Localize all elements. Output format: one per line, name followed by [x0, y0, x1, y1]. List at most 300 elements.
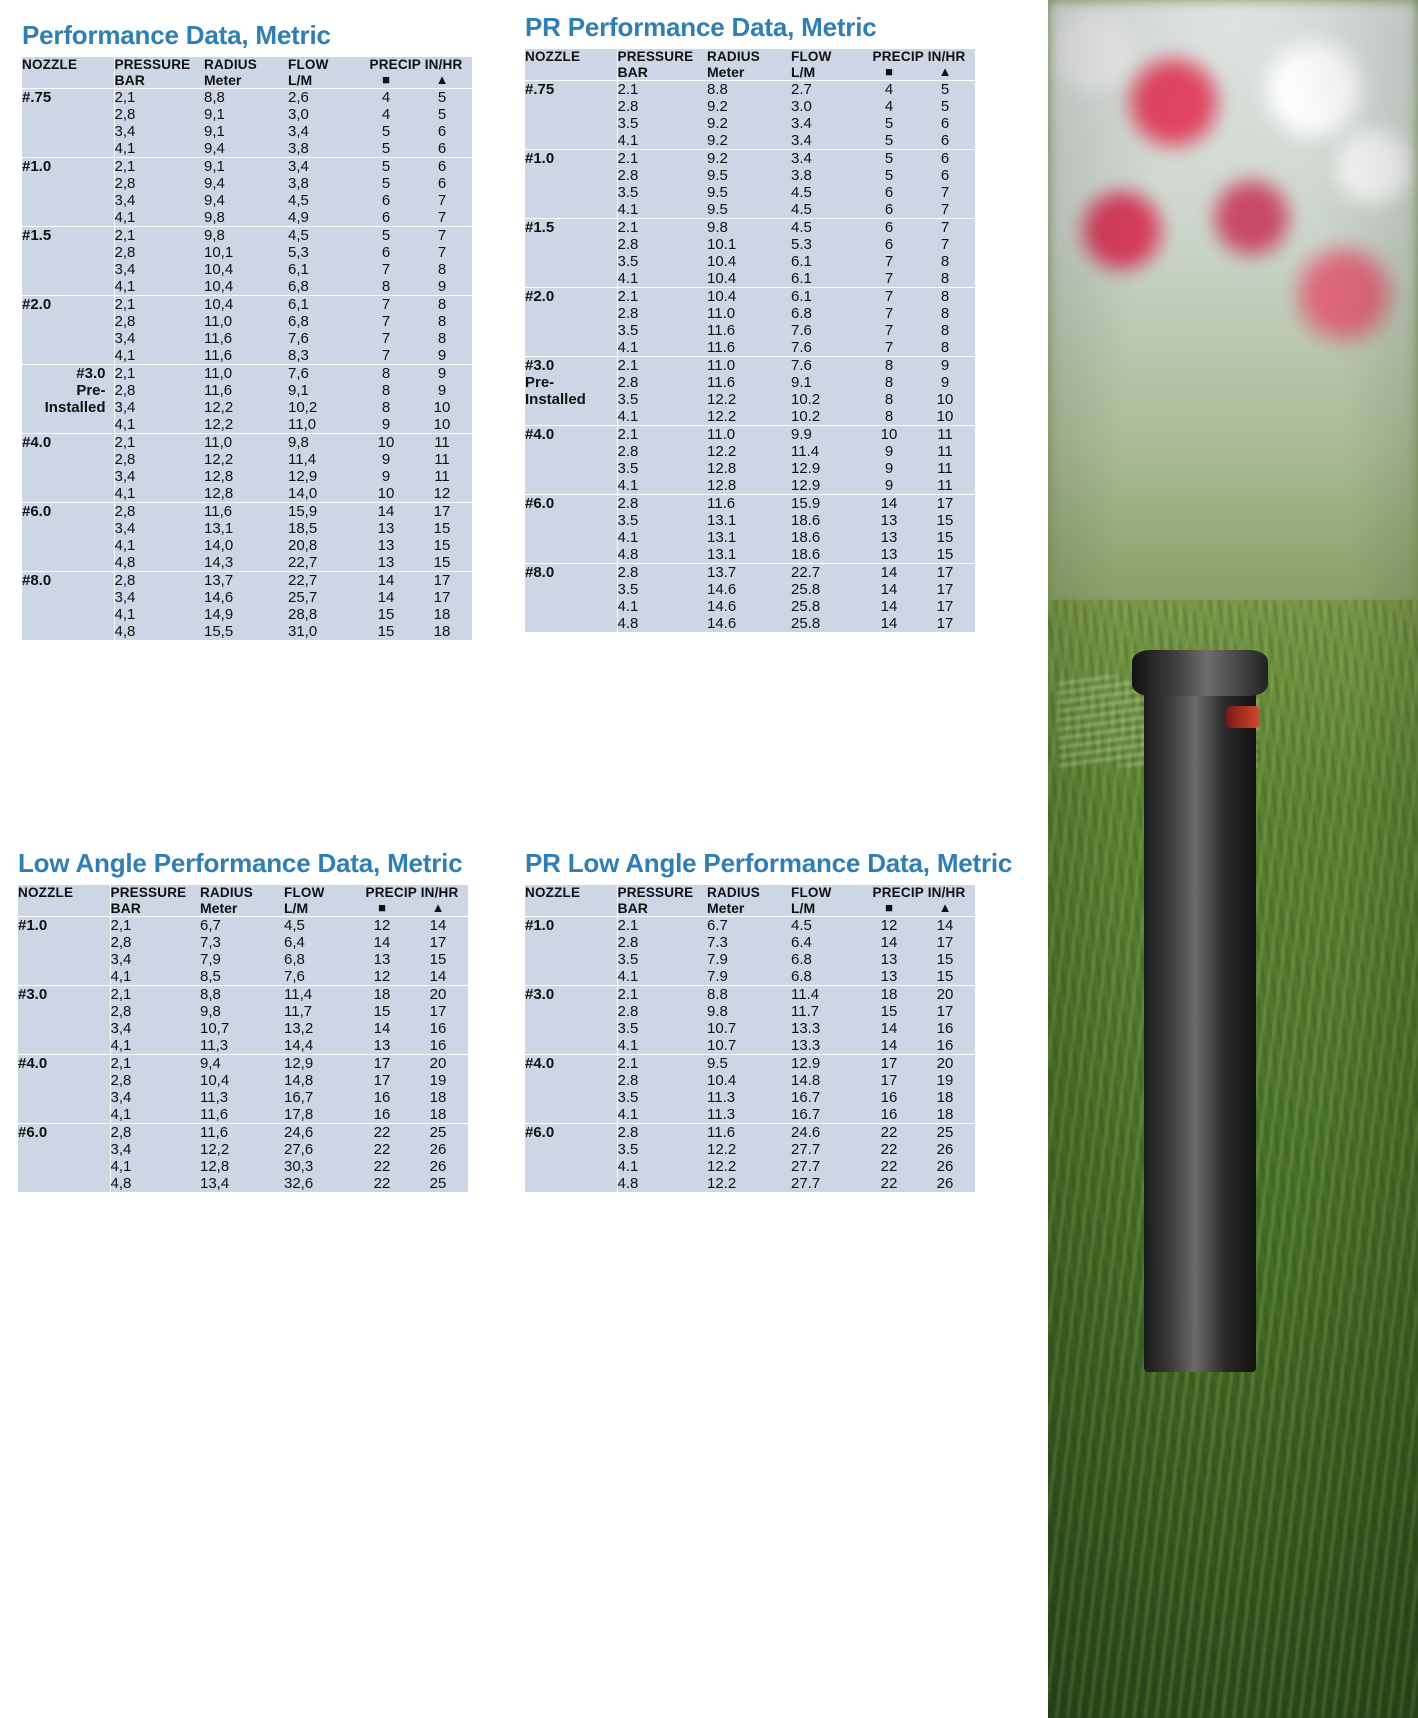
radius-cell: 9.2	[707, 98, 728, 115]
pressure-cell: 3.5	[617, 581, 707, 598]
precip-triangle-cell: 6	[940, 115, 950, 132]
flow-cell: 6.1	[791, 253, 812, 270]
nozzle-cell	[22, 520, 114, 537]
pressure-cell: 2,8	[114, 313, 204, 330]
pressure-cell: 2,8	[114, 175, 204, 192]
flow-cell: 25.8	[791, 598, 821, 615]
precip-square-cell: 13	[373, 1037, 391, 1054]
flow-cell: 4,5	[288, 192, 309, 209]
pressure-cell: 2,8	[110, 934, 200, 951]
precip-square-icon: ■	[863, 900, 915, 917]
flow-cell: 16,7	[284, 1089, 314, 1106]
pressure-cell: 2,1	[114, 296, 204, 314]
radius-cell: 9,1	[204, 158, 288, 176]
pressure-cell: 4,1	[110, 1037, 200, 1055]
nozzle-cell: #6.0	[18, 1124, 110, 1142]
nozzle-cell	[525, 201, 617, 219]
precip-triangle-cell: 8	[940, 270, 950, 287]
nozzle-cell: #6.0	[525, 495, 617, 513]
precip-square-cell: 8	[884, 408, 894, 425]
precip-square-cell: 8	[884, 391, 894, 408]
table-row	[18, 934, 468, 951]
nozzle-cell: #8.0	[525, 564, 617, 582]
table-header-units-row	[525, 900, 975, 917]
precip-triangle-cell: 8	[437, 313, 447, 330]
nozzle-cell	[22, 451, 114, 468]
nozzle-cell	[18, 1175, 110, 1193]
precip-square-cell: 9	[381, 451, 391, 468]
precip-square-cell: 5	[360, 158, 412, 176]
precip-square-cell: 15	[377, 606, 395, 623]
precip-triangle-cell: 17	[936, 581, 954, 598]
precip-square-cell: 13	[373, 951, 391, 968]
flow-cell: 4,9	[288, 209, 309, 226]
pressure-cell: 4.1	[617, 529, 707, 546]
nozzle-cell	[525, 951, 617, 968]
radius-cell: 13,1	[204, 520, 234, 537]
col-radius: RADIUS	[707, 49, 760, 64]
precip-square-cell: 4	[360, 89, 412, 107]
pressure-cell: 4,1	[114, 485, 204, 503]
precip-triangle-cell: 9	[437, 347, 447, 364]
pressure-cell: 3.5	[617, 253, 707, 270]
radius-cell: 10,4	[204, 278, 234, 295]
radius-cell: 8.8	[707, 81, 791, 99]
radius-cell: 9,4	[204, 192, 225, 209]
radius-cell: 12,8	[204, 485, 234, 502]
flow-cell: 14,8	[284, 1072, 314, 1089]
flow-cell: 3.4	[791, 132, 812, 149]
pressure-cell: 4,1	[114, 278, 204, 296]
precip-triangle-cell: 26	[429, 1141, 447, 1158]
flow-cell: 18.6	[791, 546, 821, 563]
precip-square-cell: 5	[884, 132, 894, 149]
table-row	[22, 503, 472, 521]
radius-cell: 10.1	[707, 236, 737, 253]
flow-cell: 28,8	[288, 606, 318, 623]
precip-square-cell: 13	[880, 529, 898, 546]
table-row	[22, 434, 472, 452]
table-row	[22, 89, 472, 107]
pressure-cell: 2.8	[617, 934, 707, 951]
nozzle-cell	[18, 1089, 110, 1106]
radius-cell: 11,6	[204, 382, 233, 399]
table-row	[525, 495, 975, 513]
pressure-cell: 2.1	[617, 288, 707, 306]
precip-triangle-icon: ▲	[915, 900, 975, 917]
nozzle-cell	[18, 968, 110, 986]
table-row	[525, 1020, 975, 1037]
radius-cell: 7.9	[707, 951, 728, 968]
pressure-cell: 4.8	[617, 546, 707, 564]
flow-cell: 7,6	[284, 968, 305, 985]
nozzle-cell	[525, 1175, 617, 1193]
pressure-cell: 4.1	[617, 270, 707, 288]
pressure-cell: 2.1	[617, 986, 707, 1004]
table-row	[22, 140, 472, 158]
precip-triangle-cell: 15	[936, 968, 954, 985]
flow-cell: 31,0	[288, 623, 360, 641]
precip-triangle-cell: 11	[412, 434, 472, 452]
precip-square-cell: 7	[381, 330, 391, 347]
nozzle-cell	[525, 115, 617, 132]
precip-triangle-cell: 9	[437, 278, 447, 295]
nozzle-cell	[22, 554, 114, 572]
flow-cell: 12.9	[791, 460, 821, 477]
table-row	[525, 1072, 975, 1089]
nozzle-cell	[22, 468, 114, 485]
radius-cell: 7,3	[200, 934, 221, 951]
table-row	[525, 581, 975, 598]
flow-cell: 24.6	[791, 1124, 863, 1142]
table-row	[525, 1141, 975, 1158]
nozzle-cell: Pre-	[525, 374, 555, 391]
precip-square-cell: 5	[884, 115, 894, 132]
precip-triangle-cell: 8	[437, 330, 447, 347]
precip-square-cell: 8	[884, 374, 894, 391]
table-row	[525, 615, 975, 633]
performance-table	[22, 57, 472, 641]
precip-triangle-cell: 17	[429, 1003, 447, 1020]
flow-cell: 24,6	[284, 1124, 356, 1142]
precip-triangle-cell: 20	[915, 986, 975, 1004]
col-nozzle-unit	[22, 72, 114, 89]
flow-cell: 4,5	[284, 917, 356, 935]
radius-cell: 11.6	[707, 1124, 791, 1142]
radius-cell: 11,3	[200, 1089, 229, 1106]
precip-triangle-cell: 14	[408, 917, 468, 935]
nozzle-cell	[525, 1037, 617, 1055]
col-nozzle-unit	[525, 64, 617, 81]
radius-cell: 9.2	[707, 150, 791, 168]
pressure-cell: 3,4	[110, 1089, 200, 1106]
pressure-cell: 3.5	[617, 1020, 707, 1037]
table-row	[525, 1158, 975, 1175]
table-row	[525, 968, 975, 986]
pressure-cell: 3,4	[114, 192, 204, 209]
precip-square-cell: 14	[880, 934, 898, 951]
col-pressure-unit: BAR	[110, 900, 200, 917]
flow-cell: 6.8	[791, 968, 812, 985]
table-row	[525, 917, 975, 935]
radius-cell: 10,4	[204, 261, 234, 278]
table-header-units-row	[22, 72, 472, 89]
nozzle-cell: #6.0	[525, 1124, 617, 1142]
table-header-row	[525, 885, 975, 900]
radius-cell: 12.2	[707, 1158, 737, 1175]
precip-square-cell: 12	[863, 917, 915, 935]
pressure-cell: 3,4	[110, 1141, 200, 1158]
table-row	[525, 1055, 975, 1073]
nozzle-cell	[18, 1141, 110, 1158]
precip-triangle-cell: 7	[412, 227, 472, 245]
precip-square-cell: 14	[360, 503, 412, 521]
precip-triangle-cell: 17	[936, 1003, 954, 1020]
col-pressure-unit: BAR	[617, 900, 707, 917]
nozzle-cell: #1.5	[22, 227, 114, 245]
nozzle-cell: #6.0	[22, 503, 114, 521]
flow-cell: 11.4	[791, 443, 820, 460]
flow-cell: 14.8	[791, 1072, 821, 1089]
precip-square-cell: 8	[381, 382, 391, 399]
nozzle-cell	[525, 529, 617, 546]
pressure-cell: 2,8	[110, 1124, 200, 1142]
nozzle-cell	[22, 313, 114, 330]
flow-cell: 6,4	[284, 934, 305, 951]
pressure-cell: 2.8	[617, 1003, 707, 1020]
precip-square-cell: 14	[880, 598, 898, 615]
radius-cell: 10,1	[204, 244, 234, 261]
radius-cell: 11.0	[707, 305, 736, 322]
precip-square-cell: 22	[373, 1141, 391, 1158]
precip-square-cell: 15	[373, 1003, 391, 1020]
flow-cell: 27.7	[791, 1158, 821, 1175]
flow-cell: 27,6	[284, 1141, 314, 1158]
table-block-low-angle-metric	[18, 848, 468, 1193]
nozzle-cell: #3.0	[525, 986, 617, 1004]
precip-triangle-cell: 7	[940, 201, 950, 218]
precip-triangle-icon: ▲	[412, 72, 472, 89]
radius-cell: 8.8	[707, 986, 791, 1004]
flow-cell: 12,9	[284, 1055, 356, 1073]
col-radius-unit: Meter	[204, 72, 288, 89]
precip-triangle-cell: 8	[940, 339, 950, 356]
precip-square-cell: 8	[360, 365, 412, 383]
col-pressure: PRESSURE	[617, 885, 707, 900]
radius-cell: 9,1	[204, 123, 225, 140]
table-row	[22, 261, 472, 278]
precip-triangle-cell: 25	[408, 1124, 468, 1142]
nozzle-cell	[525, 598, 617, 615]
precip-triangle-cell: 11	[915, 426, 975, 444]
precip-square-cell: 9	[884, 443, 894, 460]
precip-square-cell: 6	[884, 184, 894, 201]
radius-cell: 9.8	[707, 1003, 728, 1020]
precip-triangle-cell: 7	[915, 219, 975, 237]
precip-triangle-cell: 15	[936, 951, 954, 968]
nozzle-cell	[525, 477, 617, 495]
nozzle-cell	[22, 209, 114, 227]
precip-triangle-cell: 18	[936, 1106, 954, 1123]
precip-square-cell: 22	[880, 1158, 898, 1175]
pressure-cell: 2,8	[114, 382, 204, 399]
precip-triangle-cell: 5	[412, 89, 472, 107]
pressure-cell: 4.1	[617, 408, 707, 426]
table-row	[22, 468, 472, 485]
pressure-cell: 3.5	[617, 115, 707, 132]
precip-triangle-cell: 25	[408, 1175, 468, 1193]
nozzle-cell	[525, 305, 617, 322]
col-nozzle-unit	[525, 900, 617, 917]
col-flow: FLOW	[284, 885, 325, 900]
nozzle-cell	[525, 968, 617, 986]
table-row	[22, 347, 472, 365]
nozzle-cell	[22, 537, 114, 554]
pressure-cell: 3,4	[114, 123, 204, 140]
precip-triangle-cell: 7	[437, 209, 447, 226]
precip-triangle-cell: 10	[433, 416, 451, 433]
flow-cell: 6.1	[791, 288, 863, 306]
nozzle-cell	[22, 106, 114, 123]
precip-square-cell: 6	[884, 201, 894, 218]
precip-triangle-cell: 20	[915, 1055, 975, 1073]
table-title: Low Angle Performance Data, Metric	[18, 848, 463, 878]
radius-cell: 13.7	[707, 564, 791, 582]
radius-cell: 11,0	[204, 434, 288, 452]
radius-cell: 11.6	[707, 339, 736, 356]
precip-triangle-cell: 18	[936, 1089, 954, 1106]
precip-triangle-cell: 6	[915, 150, 975, 168]
radius-cell: 8,5	[200, 968, 221, 985]
precip-triangle-cell: 15	[936, 512, 954, 529]
col-precip: PRECIP IN/HR	[365, 885, 459, 900]
nozzle-cell	[18, 1037, 110, 1055]
flow-cell: 5,3	[288, 244, 309, 261]
precip-square-cell: 7	[884, 322, 894, 339]
pressure-cell: 2,8	[114, 503, 204, 521]
precip-square-icon: ■	[356, 900, 408, 917]
col-precip: PRECIP IN/HR	[872, 885, 966, 900]
flow-cell: 11,7	[284, 1003, 313, 1020]
pressure-cell: 3,4	[114, 330, 204, 347]
flow-cell: 25.8	[791, 581, 821, 598]
precip-triangle-cell: 8	[940, 253, 950, 270]
table-row	[18, 1037, 468, 1055]
precip-triangle-cell: 16	[429, 1037, 447, 1054]
nozzle-cell	[22, 140, 114, 158]
pressure-cell: 4,8	[110, 1175, 200, 1193]
table-row	[18, 1175, 468, 1193]
table-row	[22, 554, 472, 572]
flow-cell: 7,6	[288, 330, 309, 347]
precip-triangle-cell: 5	[915, 81, 975, 99]
flow-cell: 12.9	[791, 477, 821, 494]
nozzle-cell: Installed	[44, 399, 106, 416]
precip-square-cell: 7	[381, 347, 391, 364]
table-row	[22, 623, 472, 641]
flow-cell: 8,3	[288, 347, 309, 364]
pressure-cell: 3.5	[617, 951, 707, 968]
pressure-cell: 2,1	[114, 365, 204, 383]
precip-square-cell: 4	[884, 98, 894, 115]
col-flow: FLOW	[791, 885, 832, 900]
radius-cell: 7.9	[707, 968, 728, 985]
radius-cell: 12.2	[707, 1141, 737, 1158]
table-row	[22, 606, 472, 623]
nozzle-cell	[18, 1158, 110, 1175]
nozzle-cell	[525, 167, 617, 184]
table-title: Performance Data, Metric	[22, 20, 331, 50]
radius-cell: 10.7	[707, 1020, 737, 1037]
radius-cell: 11,6	[200, 1124, 284, 1142]
table-row	[18, 1158, 468, 1175]
radius-cell: 8,8	[204, 89, 288, 107]
pressure-cell: 2,8	[114, 244, 204, 261]
table-row	[525, 132, 975, 150]
table-row	[525, 374, 975, 391]
nozzle-cell: #.75	[22, 89, 114, 107]
radius-cell: 9.8	[707, 219, 791, 237]
radius-cell: 14.6	[707, 615, 791, 633]
flow-cell: 11.4	[791, 986, 863, 1004]
precip-square-cell: 14	[880, 1020, 898, 1037]
nozzle-cell	[525, 98, 617, 115]
flow-cell: 13.3	[791, 1020, 821, 1037]
nozzle-cell: #4.0	[22, 434, 114, 452]
precip-triangle-cell: 9	[940, 374, 950, 391]
flow-cell: 15,9	[288, 503, 360, 521]
nozzle-cell	[525, 1106, 617, 1124]
table-row	[18, 1106, 468, 1124]
pressure-cell: 3.5	[617, 1141, 707, 1158]
flow-cell: 22,7	[288, 554, 318, 571]
table-row	[18, 1141, 468, 1158]
precip-triangle-cell: 7	[437, 244, 447, 261]
precip-square-cell: 5	[863, 150, 915, 168]
flow-cell: 27.7	[791, 1175, 863, 1193]
precip-square-cell: 14	[360, 572, 412, 590]
table-block-pr-performance-metric	[525, 12, 975, 633]
precip-square-cell: 5	[381, 123, 391, 140]
flow-cell: 18,5	[288, 520, 318, 537]
col-pressure-unit: BAR	[114, 72, 204, 89]
col-radius: RADIUS	[200, 885, 253, 900]
pressure-cell: 2.8	[617, 443, 707, 460]
flow-cell: 3.8	[791, 167, 812, 184]
precip-triangle-cell: 7	[940, 184, 950, 201]
radius-cell: 13.1	[707, 546, 737, 563]
pressure-cell: 4.8	[617, 1175, 707, 1193]
precip-triangle-cell: 15	[433, 554, 451, 571]
radius-cell: 13,4	[200, 1175, 284, 1193]
radius-cell: 10,4	[204, 296, 288, 314]
table-row	[525, 529, 975, 546]
table-row	[525, 288, 975, 306]
flow-cell: 25,7	[288, 589, 318, 606]
col-nozzle: NOZZLE	[525, 49, 581, 64]
table-row	[22, 382, 472, 399]
nozzle-cell	[22, 261, 114, 278]
precip-triangle-cell: 7	[940, 236, 950, 253]
table-row	[525, 81, 975, 99]
table-row	[525, 357, 975, 375]
table-row	[525, 322, 975, 339]
flow-cell: 7.6	[791, 339, 812, 356]
radius-cell: 11,0	[204, 365, 288, 383]
table-row	[525, 305, 975, 322]
nozzle-cell	[525, 236, 617, 253]
precip-triangle-cell: 6	[940, 167, 950, 184]
table-row	[525, 339, 975, 357]
table-row	[22, 227, 472, 245]
pressure-cell: 2,8	[114, 106, 204, 123]
table-row	[18, 917, 468, 935]
flow-cell: 3.4	[791, 115, 812, 132]
radius-cell: 10.4	[707, 288, 791, 306]
radius-cell: 12,2	[204, 451, 234, 468]
radius-cell: 7.3	[707, 934, 728, 951]
precip-square-cell: 10	[360, 434, 412, 452]
precip-triangle-cell: 11	[434, 451, 450, 468]
precip-square-cell: 7	[884, 305, 894, 322]
precip-square-cell: 7	[884, 339, 894, 356]
precip-square-cell: 13	[880, 968, 898, 985]
flow-cell: 12,9	[288, 468, 318, 485]
radius-cell: 12.2	[707, 443, 737, 460]
flow-cell: 3,8	[288, 175, 309, 192]
table-row	[525, 477, 975, 495]
pressure-cell: 3.5	[617, 391, 707, 408]
